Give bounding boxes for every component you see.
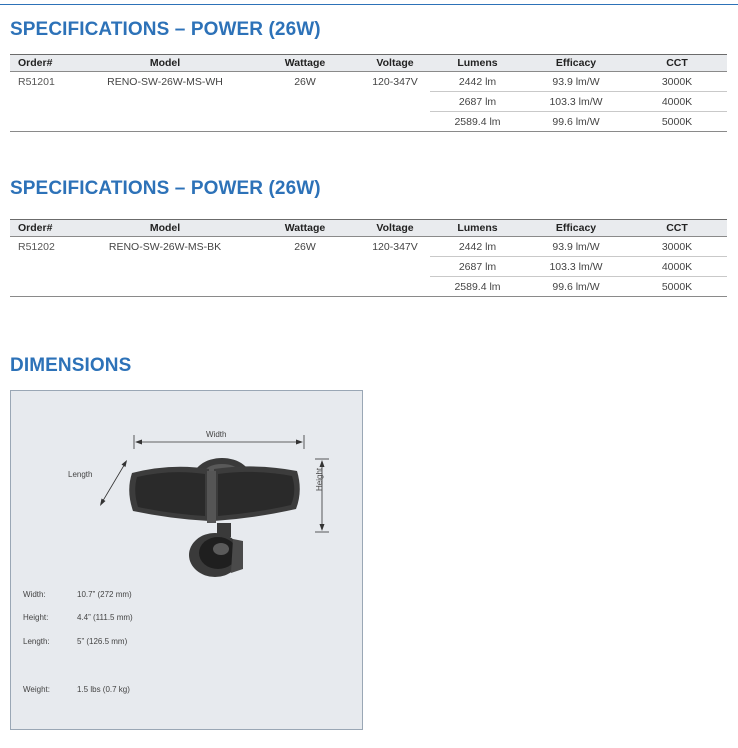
lumens-value: 2442 lm [458, 240, 497, 253]
table-row [10, 237, 727, 257]
top-rule [0, 4, 738, 5]
spec2-title: SPECIFICATIONS – POWER (26W) [10, 178, 321, 199]
dimension-key: Length: [23, 637, 50, 646]
table-row [10, 112, 727, 132]
col-lumens: Lumens [430, 55, 525, 72]
model-number: RENO-SW-26W-MS-BK [108, 240, 222, 253]
spec1-title: SPECIFICATIONS – POWER (26W) [10, 19, 321, 40]
cct-value: 3000K [661, 75, 693, 88]
dimension-key: Weight: [23, 685, 50, 694]
dimension-key: Width: [23, 590, 46, 599]
dimension-value: 1.5 lbs (0.7 kg) [77, 685, 130, 694]
dimension-value: 5” (126.5 mm) [77, 637, 128, 646]
efficacy-value: 103.3 lm/W [525, 92, 627, 112]
spec2-table [10, 219, 727, 297]
cct-value: 5000K [627, 112, 727, 132]
voltage-value: 120-347V [372, 240, 418, 253]
efficacy-value: 99.6 lm/W [525, 277, 627, 297]
efficacy-value: 103.3 lm/W [525, 257, 627, 277]
efficacy-value: 93.9 lm/W [552, 240, 600, 253]
order-number: R51202 [18, 240, 55, 253]
height-label: Height [315, 467, 324, 491]
spec2-header-row [10, 220, 727, 237]
wattage-value: 26W [294, 240, 316, 253]
dimension-value: 10.7” (272 mm) [77, 590, 132, 599]
col-voltage: Voltage [360, 220, 430, 237]
col-wattage: Wattage [250, 55, 360, 72]
lumens-value: 2589.4 lm [430, 112, 525, 132]
voltage-value: 120-347V [372, 75, 418, 88]
dimensions-title: DIMENSIONS [10, 355, 132, 376]
cct-value: 4000K [627, 257, 727, 277]
col-efficacy: Efficacy [525, 220, 627, 237]
col-cct: CCT [627, 55, 727, 72]
col-model: Model [80, 55, 250, 72]
col-model: Model [80, 220, 250, 237]
cct-value: 3000K [661, 240, 693, 253]
col-wattage: Wattage [250, 220, 360, 237]
spec1-table [10, 54, 727, 132]
table-row [10, 277, 727, 297]
table-row [10, 92, 727, 112]
col-lumens: Lumens [430, 220, 525, 237]
length-dimension-line [100, 460, 127, 506]
table-row [10, 257, 727, 277]
model-number: RENO-SW-26W-MS-WH [107, 75, 223, 88]
lumens-value: 2687 lm [430, 257, 525, 277]
col-order: Order# [10, 220, 80, 237]
dimension-value: 4.4” (111.5 mm) [77, 613, 133, 622]
length-label: Length [68, 470, 93, 479]
lumens-value: 2442 lm [458, 75, 497, 88]
col-cct: CCT [627, 220, 727, 237]
efficacy-value: 93.9 lm/W [552, 75, 600, 88]
col-order: Order# [10, 55, 80, 72]
fixture-drawing [11, 391, 362, 729]
efficacy-value: 99.6 lm/W [525, 112, 627, 132]
cct-value: 4000K [627, 92, 727, 112]
lumens-value: 2687 lm [430, 92, 525, 112]
col-efficacy: Efficacy [525, 55, 627, 72]
dimension-key: Height: [23, 613, 49, 622]
width-label: Width [206, 430, 227, 439]
order-number: R51201 [18, 75, 55, 88]
spec1-header-row [10, 55, 727, 72]
table-row [10, 72, 727, 92]
light-fixture-illustration [129, 458, 300, 577]
cct-value: 5000K [627, 277, 727, 297]
dimensions-panel [10, 390, 363, 730]
lumens-value: 2589.4 lm [430, 277, 525, 297]
col-voltage: Voltage [360, 55, 430, 72]
wattage-value: 26W [294, 75, 316, 88]
